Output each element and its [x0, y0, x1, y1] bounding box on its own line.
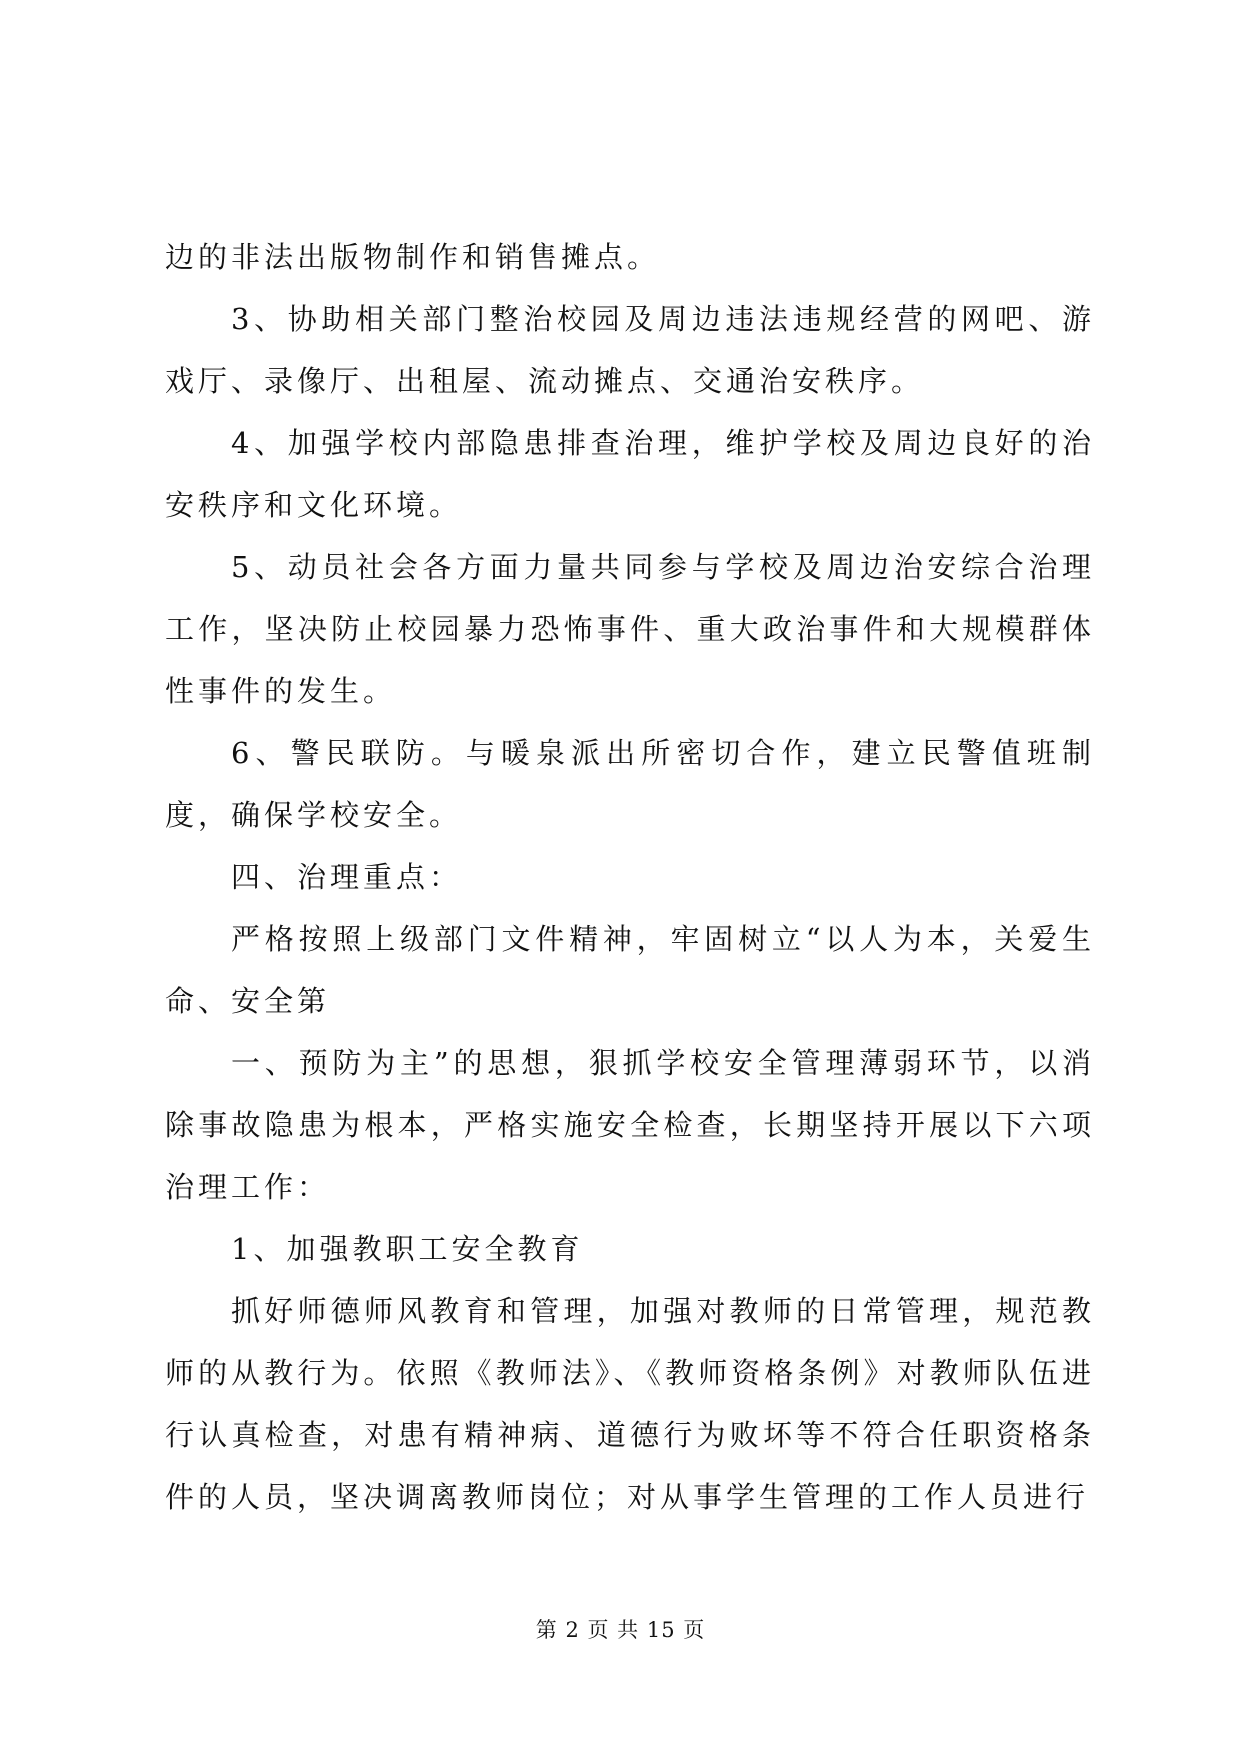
page-footer: 第 2 页 共 15 页 [535, 1618, 706, 1642]
paragraph-teacher-management: 抓好师德师风教育和管理，加强对教师的日常管理，规范教师的从教行为。依照《教师法》、《教师资格条例》对教师队伍进行认真检查，对患有精神病、道德行为败坏等不符合任职资格条件的人员，坚决调离教师岗位；对从事学生管理的工作人员进行 [165, 1294, 1095, 1514]
paragraph-prevention: 一、预防为主”的思想，狠抓学校安全管理薄弱环节，以消除事故隐患为根本，严格实施安全检查，长期坚持开展以下六项治理工作： [165, 1046, 1095, 1204]
paragraph-continuation: 边的非法出版物制作和销售摊点。 [165, 240, 661, 274]
paragraph-guideline: 严格按照上级部门文件精神，牢固树立“以人为本，关爱生命、安全第 [165, 922, 1095, 1018]
paragraph-item-6: 6、警民联防。与暖泉派出所密切合作，建立民警值班制度，确保学校安全。 [165, 736, 1095, 832]
document-body [165, 226, 1095, 1528]
section-heading-governance-focus: 四、治理重点： [231, 860, 463, 894]
paragraph-item-5: 5、动员社会各方面力量共同参与学校及周边治安综合治理工作，坚决防止校园暴力恐怖事件、重大政治事件和大规模群体性事件的发生。 [165, 550, 1095, 708]
paragraph-item-4: 4、加强学校内部隐患排查治理，维护学校及周边良好的治安秩序和文化环境。 [165, 426, 1095, 522]
subheading-staff-safety-education: 1、加强教职工安全教育 [231, 1232, 584, 1266]
paragraph-item-3: 3、协助相关部门整治校园及周边违法违规经营的网吧、游戏厅、录像厅、出租屋、流动摊点、交通治安秩序。 [165, 302, 1095, 398]
